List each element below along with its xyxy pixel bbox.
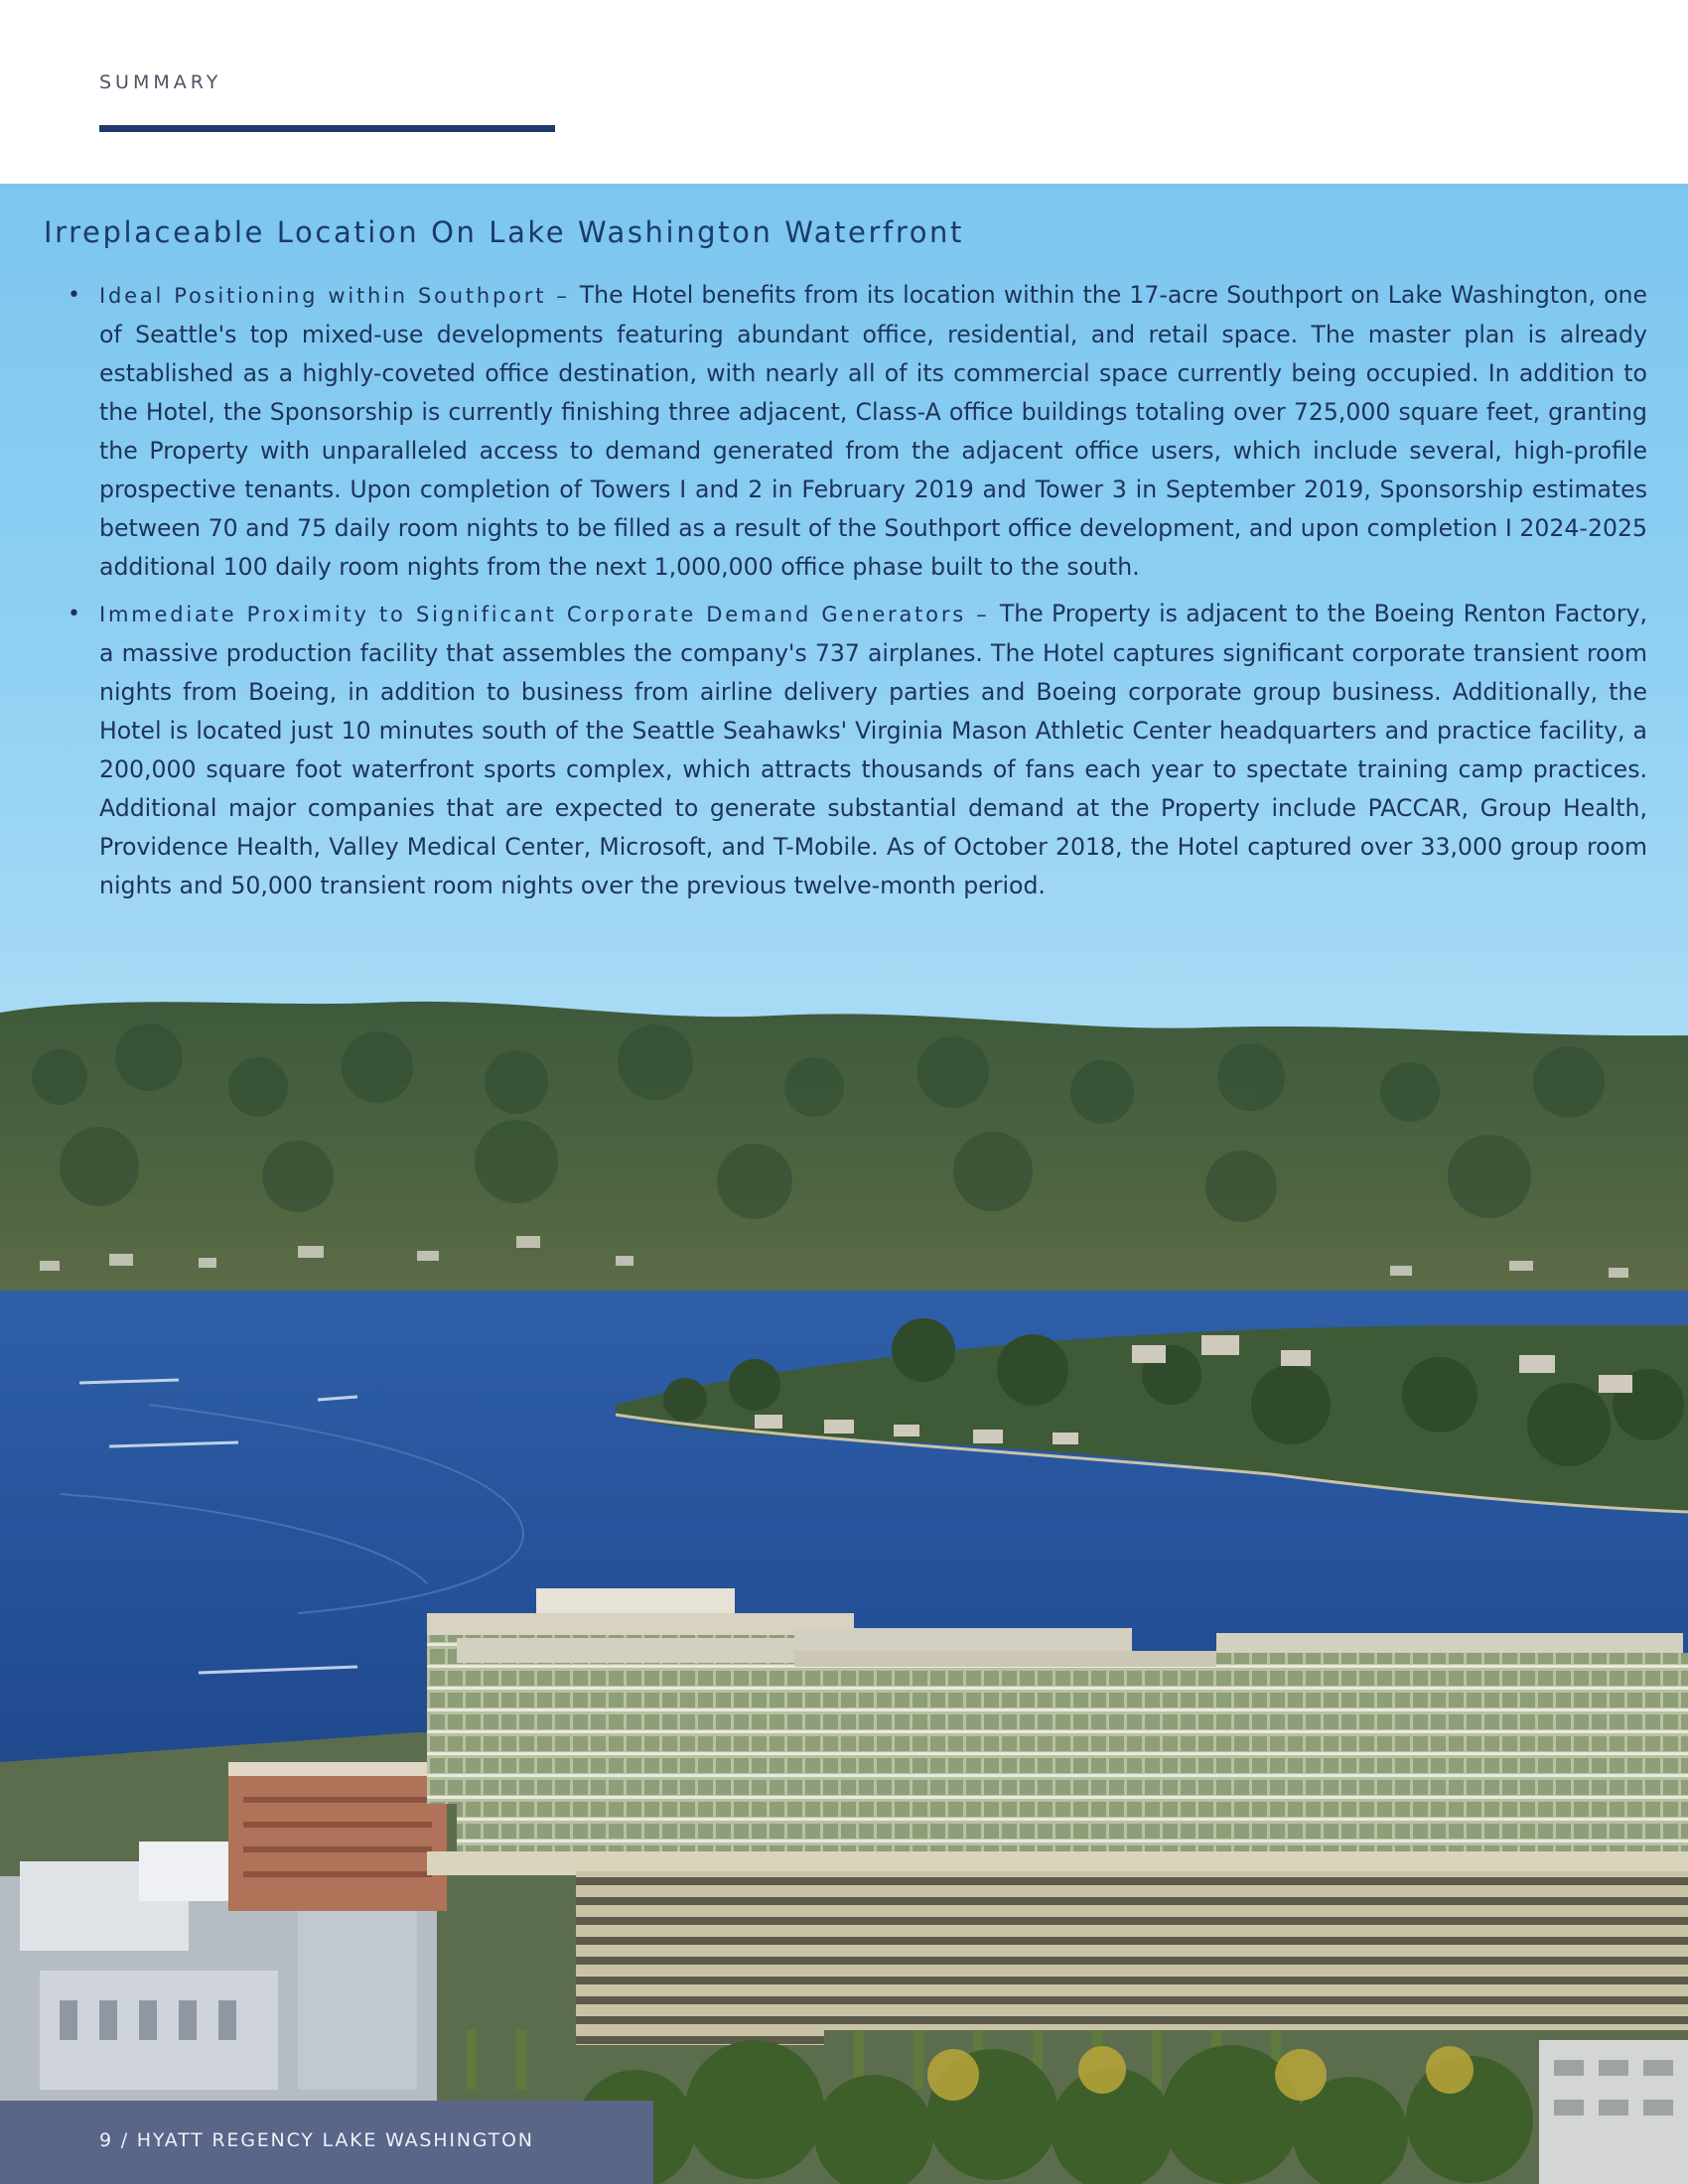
bullet-text: The Hotel benefits from its location within the 17-acre Southport on Lake Washington, one of Seattle's top mixed-use developments featuring abundant office, residential, and retail space. The master plan is already established as a highly-coveted office destination, with nearly all of its commercial space currently being occupied. In addition to the Hotel, the Sponsorship is currently finishing three adjacent, Class-A office buildings totaling over 725,000 square feet, granting the Property with unparalleled access to demand generated from the adjacent office users, which include several, high-profile prospective tenants. Upon completion of Towers I and 2 in February 2019 and Tower 3 in September 2019, Sponsorship estimates between 70 and 75 daily room nights to be filled as a result of the Southport office development, and upon completion I 2024-2025 additional 100 daily room nights from the next 1,000,000 office phase built to the south. — [99, 281, 1648, 581]
section-label: SUMMARY — [99, 71, 222, 93]
footer-page-label: 9 / HYATT REGENCY LAKE WASHINGTON — [99, 2129, 534, 2151]
bullet-item — [64, 595, 1647, 905]
page-heading: Irreplaceable Location On Lake Washington Waterfront — [44, 215, 965, 249]
bullet-item — [64, 276, 1647, 587]
bullet-dot: • — [68, 283, 80, 308]
bullet-list — [64, 276, 1647, 913]
bullet-dot: • — [68, 602, 80, 626]
section-divider — [99, 125, 555, 132]
bullet-lead: Immediate Proximity to Significant Corporate Demand Generators – — [99, 603, 1000, 626]
bullet-lead: Ideal Positioning within Southport – — [99, 284, 580, 308]
bullet-text: The Property is adjacent to the Boeing Renton Factory, a massive production facility that assembles the company's 737 airplanes. The Hotel captures significant corporate transient room nights from Boeing, in addition to business from airline delivery parties and Boeing corporate group business. Additionally, the Hotel is located just 10 minutes south of the Seattle Seahawks' Virginia Mason Athletic Center headquarters and practice facility, a 200,000 square foot waterfront sports complex, which attracts thousands of fans each year to spectate training camp practices. Additional major companies that are expected to generate substantial demand at the Property include PACCAR, Group Health, Providence Health, Valley Medical Center, Microsoft, and T-Mobile. As of October 2018, the Hotel captured over 33,000 group room nights and 50,000 transient room nights over the previous twelve-month period. — [99, 600, 1647, 899]
footer-bar — [0, 2101, 653, 2184]
